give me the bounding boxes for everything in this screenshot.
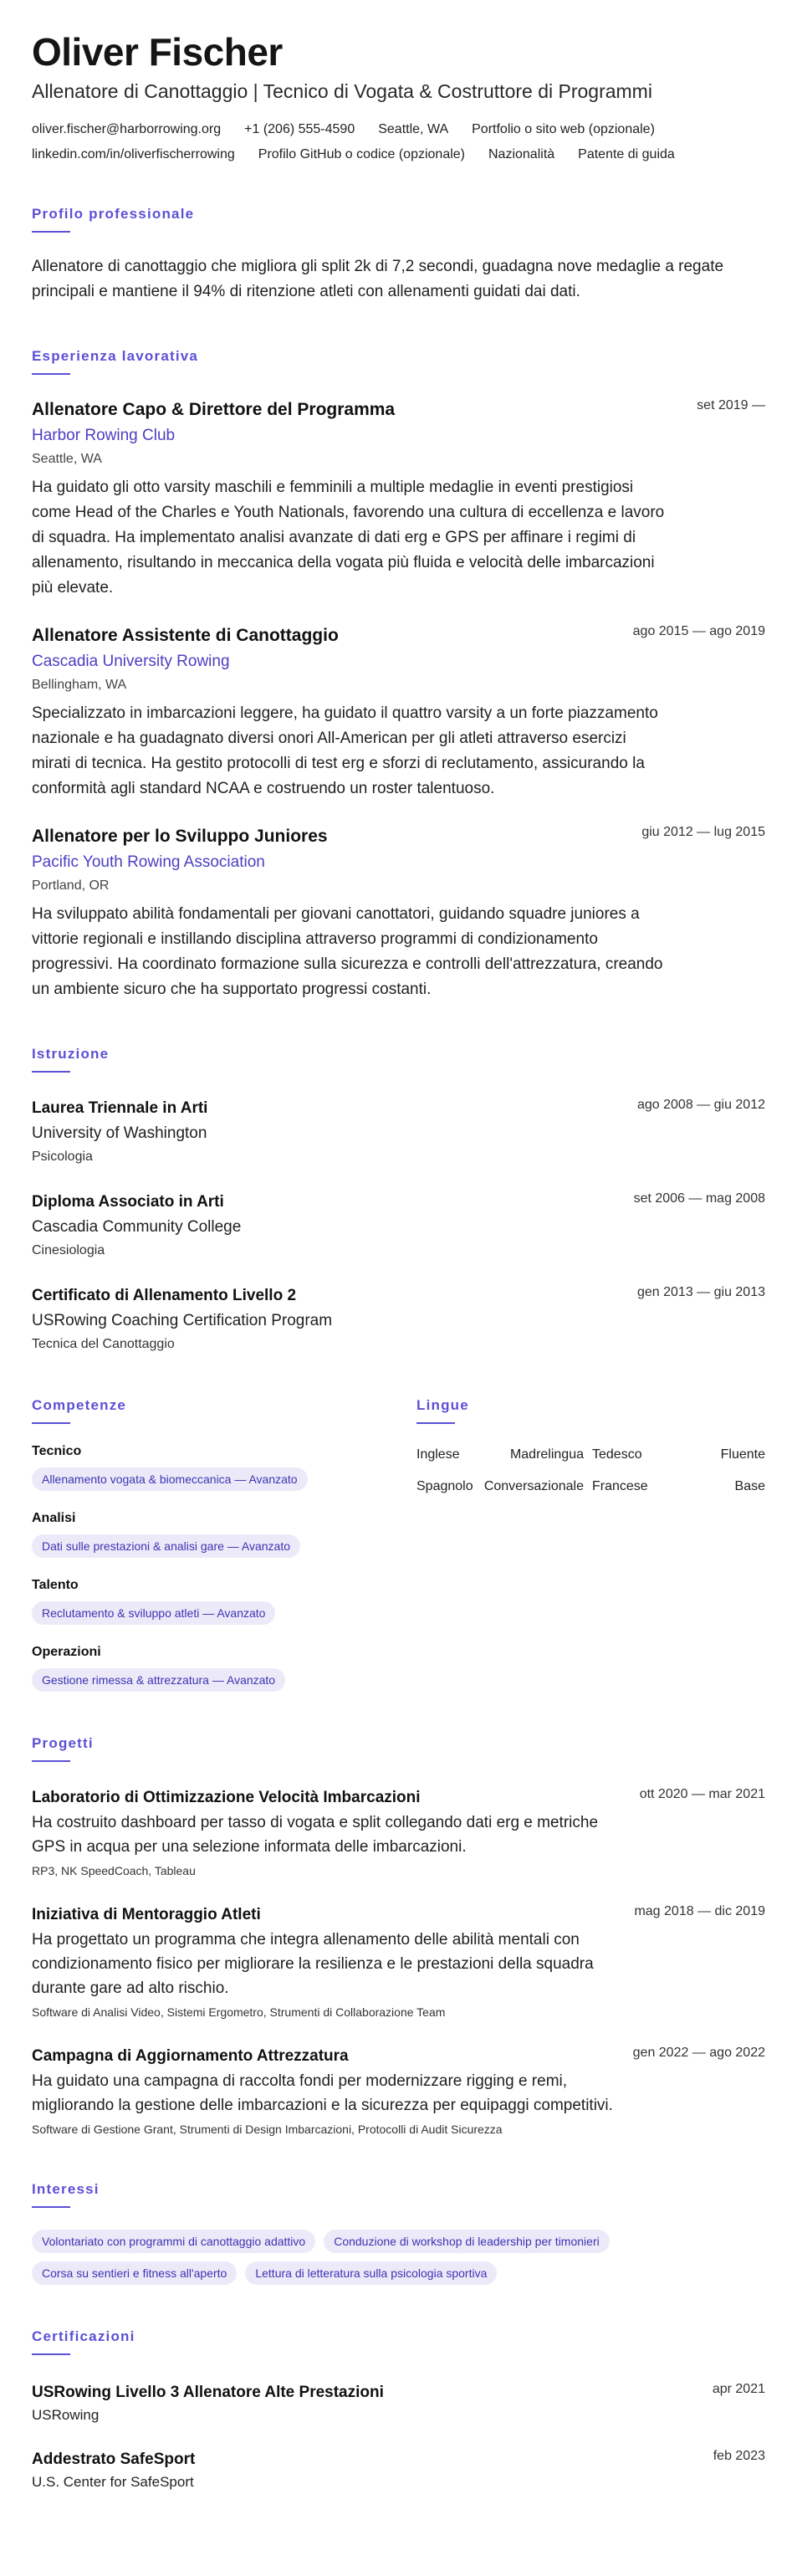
skill-group	[32, 1645, 416, 1692]
skill-pill: Reclutamento & sviluppo atleti — Avanzato	[32, 1601, 275, 1625]
education-section	[32, 1046, 765, 1354]
project-title: Campagna di Aggiornamento Attrezzatura	[32, 2047, 349, 2065]
github-link[interactable]: Profilo GitHub o codice (opzionale)	[258, 147, 465, 161]
project-description: Ha costruito dashboard per tasso di vogata e split collegando dati erg e metriche GPS in acqua per una selezione informata delle imbarcazioni.	[32, 1814, 599, 1856]
section-rule	[32, 231, 70, 233]
section-title: Lingue	[416, 1397, 469, 1413]
project-item	[32, 2046, 765, 2138]
degree: Certificato di Allenamento Livello 2	[32, 1287, 297, 1304]
contact-list	[32, 122, 768, 162]
certification-issuer: U.S. Center for SafeSport	[32, 2474, 194, 2490]
header	[32, 30, 765, 162]
job-description: Specializzato in imbarcazioni leggere, ha guidato il quattro varsity a un forte piazzamento nazionale e ha guadagnato diversi onori All-American per gli atleti attraverso esercizi mirati di tecnica. Ha gestito protocolli di test erg e sforzi di reclutamento, assicurando la conformità agli standard NCAA e costruendo un roster talentuoso.	[32, 704, 658, 797]
school: Cascadia Community College	[32, 1218, 242, 1236]
job-location: Portland, OR	[32, 878, 110, 893]
section-title: Progetti	[32, 1735, 94, 1751]
skill-category: Talento	[32, 1578, 79, 1592]
language-name: Tedesco	[592, 1447, 642, 1462]
skill-category: Analisi	[32, 1511, 76, 1525]
projects-section	[32, 1735, 765, 2138]
section-rule	[32, 2206, 70, 2208]
skill-category: Tecnico	[32, 1444, 82, 1458]
education-item	[32, 1285, 765, 1354]
certification-date: feb 2023	[713, 2449, 765, 2463]
school: University of Washington	[32, 1124, 207, 1142]
language-name: Inglese	[416, 1447, 460, 1462]
field-of-study: Tecnica del Canottaggio	[32, 1337, 175, 1351]
employer: Cascadia University Rowing	[32, 653, 230, 670]
interest-list	[32, 2225, 768, 2285]
candidate-name: Oliver Fischer	[32, 30, 283, 74]
section-rule	[416, 1422, 455, 1424]
headline: Allenatore di Canottaggio | Tecnico di Vogata & Costruttore di Programmi	[32, 80, 652, 102]
certification-item	[32, 2382, 765, 2425]
location: Seattle, WA	[378, 122, 449, 136]
job-description: Ha guidato gli otto varsity maschili e femminili a multiple medaglie in eventi prestigiosi come Head of the Charles e Youth Nationals, favorendo una cultura di eccellenza e lavoro di squadra. Ha implementato analisi avanzate di dati erg e GPS per affinare i regimi di allenamento, risultando in meccanica della vogata più fluida e velocità delle imbarcazioni più elevate.	[32, 479, 665, 597]
field-of-study: Cinesiologia	[32, 1243, 105, 1257]
section-rule	[32, 1071, 70, 1073]
section-rule	[32, 373, 70, 375]
certification-title: Addestrato SafeSport	[32, 2451, 196, 2468]
project-date: ott 2020 — mar 2021	[639, 1787, 765, 1801]
language-level: Fluente	[720, 1447, 765, 1462]
certification-item	[32, 2449, 765, 2492]
interest-pill: Volontariato con programmi di canottaggio adattivo	[32, 2230, 315, 2253]
experience-section	[32, 348, 765, 1002]
nationality: Nazionalità	[488, 147, 555, 161]
project-date: gen 2022 — ago 2022	[632, 2046, 765, 2060]
interest-pill: Lettura di letteratura sulla psicologia sportiva	[245, 2261, 497, 2285]
employer: Pacific Youth Rowing Association	[32, 853, 265, 871]
portfolio-link[interactable]: Portfolio o sito web (opzionale)	[472, 122, 655, 136]
linkedin-link[interactable]: linkedin.com/in/oliverfischerrowing	[32, 147, 235, 161]
project-tools: RP3, NK SpeedCoach, Tableau	[32, 1864, 196, 1877]
project-title: Iniziativa di Mentoraggio Atleti	[32, 1906, 261, 1923]
skill-group	[32, 1578, 416, 1625]
job-location: Bellingham, WA	[32, 678, 127, 692]
profile-section	[32, 206, 765, 305]
profile-summary: Allenatore di canottaggio che migliora gli split 2k di 7,2 secondi, guadagna nove medaglie a regate principali e mantiene il 94% di ritenzione atleti con allenamenti guidati dai dati.	[32, 258, 724, 300]
language-level: Conversazionale	[483, 1479, 584, 1493]
language-list	[416, 1447, 765, 1494]
section-title: Esperienza lavorativa	[32, 348, 199, 364]
degree: Laurea Triennale in Arti	[32, 1099, 208, 1117]
section-rule	[32, 1760, 70, 1762]
job-title: Allenatore Assistente di Canottaggio	[32, 626, 339, 645]
education-date: ago 2008 — giu 2012	[636, 1098, 765, 1112]
phone-link[interactable]: +1 (206) 555-4590	[244, 122, 355, 136]
interests-section	[32, 2181, 765, 2285]
skill-category: Operazioni	[32, 1645, 101, 1659]
field-of-study: Psicologia	[32, 1150, 93, 1164]
certification-issuer: USRowing	[32, 2407, 100, 2423]
education-date: gen 2013 — giu 2013	[636, 1285, 765, 1299]
certification-date: apr 2021	[712, 2382, 765, 2396]
language-level: Base	[734, 1479, 765, 1493]
languages-section	[416, 1397, 765, 1692]
section-title: Competenze	[32, 1397, 127, 1413]
project-date: mag 2018 — dic 2019	[634, 1904, 765, 1918]
experience-date: set 2019 —	[697, 398, 765, 412]
education-date: set 2006 — mag 2008	[633, 1191, 765, 1206]
project-title: Laboratorio di Ottimizzazione Velocità Imbarcazioni	[32, 1789, 421, 1806]
project-tools: Software di Gestione Grant, Strumenti di Design Imbarcazioni, Protocolli di Audit Sicurezza	[32, 2123, 503, 2136]
experience-item	[32, 624, 765, 801]
section-rule	[32, 1422, 70, 1424]
skill-pill: Gestione rimessa & attrezzatura — Avanzato	[32, 1668, 285, 1692]
email-link[interactable]: oliver.fischer@harborrowing.org	[32, 122, 222, 136]
section-title: Interessi	[32, 2181, 100, 2197]
education-item	[32, 1098, 765, 1166]
project-description: Ha guidato una campagna di raccolta fondi per modernizzare rigging e remi, migliorando la gestione delle imbarcazioni e la sicurezza per equipaggi competitivi.	[32, 2072, 613, 2114]
language-name: Francese	[592, 1479, 648, 1493]
section-title: Certificazioni	[32, 2328, 135, 2344]
driving-license: Patente di guida	[578, 147, 675, 161]
skill-group	[32, 1511, 416, 1558]
skill-pill: Allenamento vogata & biomeccanica — Avanzato	[32, 1467, 308, 1491]
skill-pill: Dati sulle prestazioni & analisi gare — Avanzato	[32, 1534, 300, 1558]
section-title: Profilo professionale	[32, 206, 195, 222]
job-location: Seattle, WA	[32, 452, 102, 466]
skills-section	[32, 1397, 416, 1692]
job-title: Allenatore per lo Sviluppo Juniores	[32, 827, 328, 846]
job-title: Allenatore Capo & Direttore del Programma	[32, 400, 396, 419]
language-name: Spagnolo	[416, 1479, 473, 1493]
certifications-section	[32, 2328, 765, 2492]
job-description: Ha sviluppato abilità fondamentali per giovani canottatori, guidando squadre juniores a vittorie regionali e instillando disciplina attraverso programmi di condizionamento progressivi. Ha coordinato formazione sulla sicurezza e controlli dell'attrezzatura, creando un ambiente sicuro che ha supportato progressi costanti.	[32, 905, 663, 998]
school: USRowing Coaching Certification Program	[32, 1312, 333, 1329]
experience-item	[32, 398, 765, 601]
experience-date: ago 2015 — ago 2019	[632, 624, 765, 638]
interest-pill: Corsa su sentieri e fitness all'aperto	[32, 2261, 237, 2285]
project-description: Ha progettato un programma che integra allenamento delle abilità mentali con condizionamento fisico per migliorare la resilienza e le prestazioni della squadra durante gare ad alto rischio.	[32, 1931, 594, 1997]
experience-date: giu 2012 — lug 2015	[641, 825, 765, 839]
experience-item	[32, 825, 765, 1002]
interest-pill: Conduzione di workshop di leadership per timonieri	[324, 2230, 610, 2253]
skills-languages-row	[32, 1397, 765, 1692]
employer: Harbor Rowing Club	[32, 427, 176, 444]
project-item	[32, 1787, 765, 1879]
certification-title: USRowing Livello 3 Allenatore Alte Prestazioni	[32, 2384, 384, 2401]
education-item	[32, 1191, 765, 1260]
language-level: Madrelingua	[509, 1447, 584, 1462]
project-tools: Software di Analisi Video, Sistemi Ergometro, Strumenti di Collaborazione Team	[32, 2005, 446, 2019]
skill-group	[32, 1444, 416, 1491]
project-item	[32, 1904, 765, 2020]
section-rule	[32, 2353, 70, 2355]
section-title: Istruzione	[32, 1046, 110, 1062]
degree: Diploma Associato in Arti	[32, 1193, 224, 1211]
